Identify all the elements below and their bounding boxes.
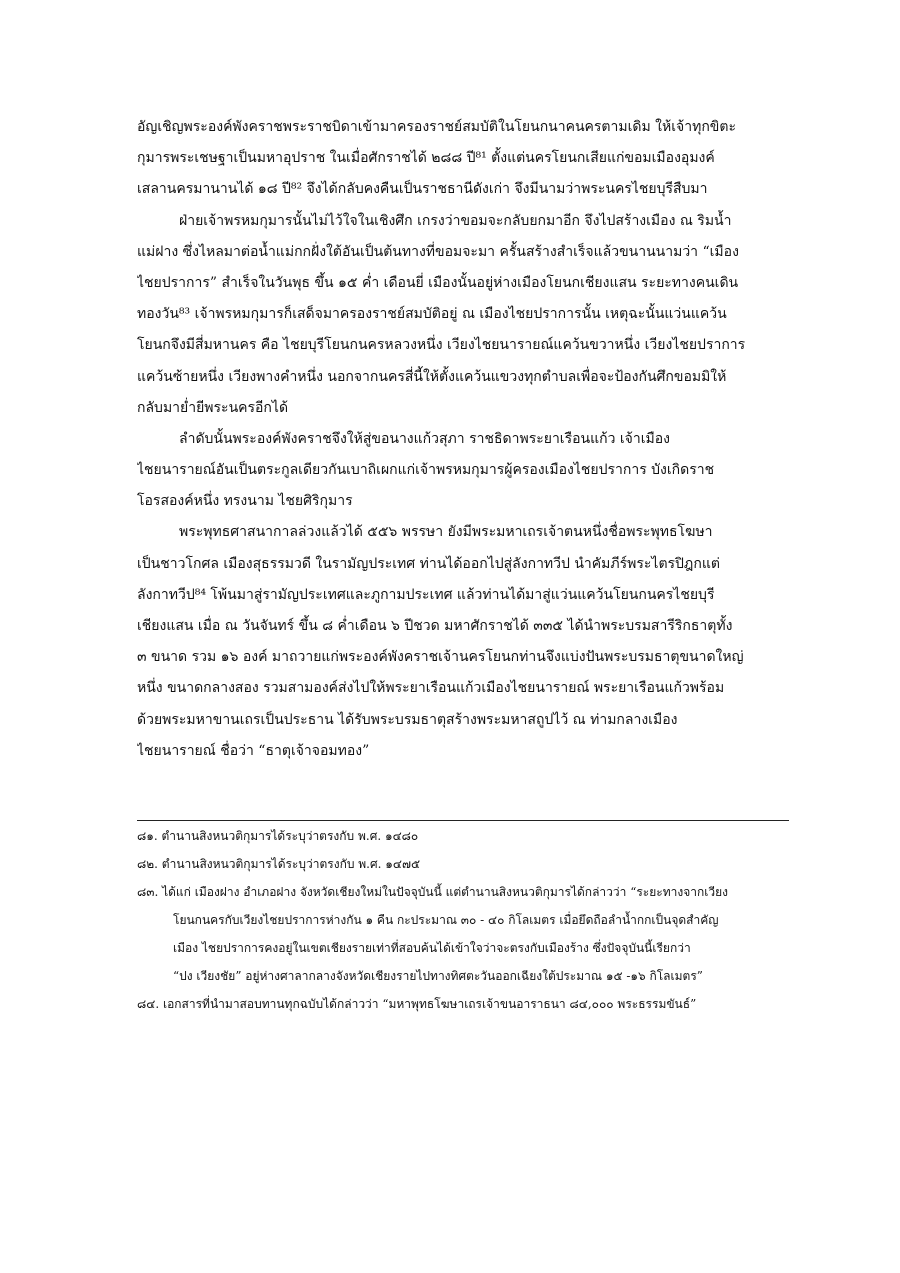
text-line: ด้วยพระมหาขานเถรเป็นประธาน ได้รับพระบรมธาตุสร้างพระมหาสถูปไว้ ณ ท่ามกลางเมือง [137, 711, 678, 728]
footnote-line: “ปง เวียงชัย” อยู่ห่างศาลากลางจังหวัดเชียงรายไปทางทิศตะวันออกเฉียงใต้ประมาณ ๑๕ -๑๖ กิโลเมตร” [173, 969, 703, 983]
paragraph [137, 517, 792, 767]
text-line: กุมารพระเชษฐาเป็นมหาอุปราช ในเมื่อศักราชได้ ๒๘๘ ปี⁸¹ ตั้งแต่นครโยนกเสียแก่ขอมเมืองอุมงค์ [137, 150, 715, 167]
text-line: อัญเชิญพระองค์พังคราชพระราชบิดาเข้ามาครองราชย์สมบัติในโยนกนาคนครตามเดิม ให้เจ้าทุกขิตะ [137, 119, 736, 135]
text-line: ไชยปราการ” สำเร็จในวันพุธ ขึ้น ๑๕ ค่ำ เดือนยี่ เมืองนั้นอยู่ห่างเมืองโยนกเชียงแสน ระยะทางคนเดิน [137, 274, 739, 291]
text-line: โยนกจึงมีสี่มหานคร คือ ไชยบุรีโยนกนครหลวงหนึ่ง เวียงไชยนารายณ์แคว้นขวาหนึ่ง เวียงไชยปราการ [137, 337, 746, 354]
text-line: ๓ ขนาด รวม ๑๖ องค์ มาถวายแก่พระองค์พังคราชเจ้านครโยนกท่านจึงแบ่งปันพระบรมธาตุขนาดใหญ่ [137, 649, 744, 666]
text-line: เชียงแสน เมื่อ ณ วันจันทร์ ขึ้น ๘ ค่ำเดือน ๖ ปีชวด มหาศักราชได้ ๓๓๕ ได้นำพระบรมสารีริกธาตุทั้ง [137, 618, 733, 634]
footnote-line: ๘๓. ได้แก่ เมืองฝาง อำเภอฝาง จังหวัดเชียงใหม่ในปัจจุบันนี้ แต่ตำนานสิงหนวติกุมารได้กล่าวว่า “ระยะทางจากเวียง [137, 885, 728, 899]
footnote-divider [137, 820, 789, 821]
text-line: หนึ่ง ขนาดกลางสอง รวมสามองค์ส่งไปให้พระยาเรือนแก้วเมืองไชยนารายณ์ พระยาเรือนแก้วพร้อม [137, 680, 725, 697]
text-line: กลับมาย่ำยีพระนครอีกได้ [137, 399, 289, 416]
text-line: เป็นชาวโกศล เมืองสุธรรมวดี ในรามัญประเทศ ท่านได้ออกไปสู่ลังกาทวีป นำคัมภีร์พระไตรปิฎกแต่ [137, 555, 720, 572]
body-text [137, 112, 792, 767]
text-line: พระพุทธศาสนากาลล่วงแล้วได้ ๕๕๖ พรรษา ยังมีพระมหาเถรเจ้าตนหนึ่งชื่อพระพุทธโฆษา [179, 524, 713, 541]
text-line: เสลานครมานานได้ ๑๘ ปี⁸² จึงได้กลับคงคืนเป็นราชธานีดังเก่า จึงมีนามว่าพระนครไชยบุรีสืบมา [137, 181, 708, 198]
footnote-line: ๘๔. เอกสารที่นำมาสอบทานทุกฉบับได้กล่าวว่า “มหาพุทธโฆษาเถรเจ้าขนอาราธนา ๘๔,๐๐๐ พระธรรมขันธ์” [137, 997, 697, 1011]
text-line: ลำดับนั้นพระองค์พังคราชจึงให้สู่ขอนางแก้วสุภา ราชธิดาพระยาเรือนแก้ว เจ้าเมือง [179, 430, 671, 447]
footnote-line: ๘๒. ตำนานสิงหนวติกุมารได้ระบุว่าตรงกับ พ.ศ. ๑๔๗๕ [137, 857, 421, 871]
footnote-line: ๘๑. ตำนานสิงหนวติกุมารได้ระบุว่าตรงกับ พ.ศ. ๑๔๘๐ [137, 829, 419, 843]
footnotes [137, 822, 797, 1018]
footnote-84 [137, 990, 797, 1018]
paragraph [137, 112, 792, 206]
footnote-82 [137, 850, 797, 878]
text-line: ทองวัน⁸³ เจ้าพรหมกุมารก็เสด็จมาครองราชย์สมบัติอยู่ ณ เมืองไชยปราการนั้น เหตุฉะนั้นแว่นแคว้น [137, 306, 727, 323]
footnote-83 [137, 878, 797, 990]
paragraph [137, 424, 792, 518]
text-line: โอรสองค์หนึ่ง ทรงนาม ไชยศิริกุมาร [137, 493, 353, 510]
text-line: ลังกาทวีป⁸⁴ โพ้นมาสู่รามัญประเทศและภูกามประเทศ แล้วท่านได้มาสู่แว่นแคว้นโยนกนครไชยบุรี [137, 586, 715, 603]
text-line: ฝ่ายเจ้าพรหมกุมารนั้นไม่ไว้ใจในเชิงศึก เกรงว่าขอมจะกลับยกมาอีก จึงไปสร้างเมือง ณ ริมน้ำ [179, 212, 732, 229]
text-line: แม่ฝาง ซึ่งไหลมาต่อน้ำแม่กกฝั่งใต้อันเป็นต้นทางที่ขอมจะมา ครั้นสร้างสำเร็จแล้วขนานนามว่า “เมือง [137, 243, 739, 260]
text-line: ไชยนารายณ์ ชื่อว่า “ธาตุเจ้าจอมทอง” [137, 742, 370, 759]
text-line: แคว้นซ้ายหนึ่ง เวียงพางคำหนึ่ง นอกจากนครสี่นี้ให้ตั้งแคว้นแขวงทุกตำบลเพื่อจะป้องกันศึกขอมมิให้ [137, 368, 727, 385]
footnote-line: โยนกนครกับเวียงไชยปราการห่างกัน ๑ คืน กะประมาณ ๓๐ - ๔๐ กิโลเมตร เมื่อยึดถือลำน้ำกกเป็นจุดสำคัญ [173, 913, 719, 927]
footnote-line: เมือง ไชยปราการคงอยู่ในเขตเชียงรายเท่าที่สอบค้นได้เข้าใจว่าจะตรงกับเมืองร้าง ซึ่งปัจจุบันนี้เรียกว่า [173, 941, 691, 955]
footnote-81 [137, 822, 797, 850]
paragraph [137, 206, 792, 424]
text-line: ไชยนารายณ์อันเป็นตระกูลเดียวกันเบาถิเผกแก่เจ้าพรหมกุมารผู้ครองเมืองไชยปราการ บังเกิดราช [137, 462, 715, 479]
